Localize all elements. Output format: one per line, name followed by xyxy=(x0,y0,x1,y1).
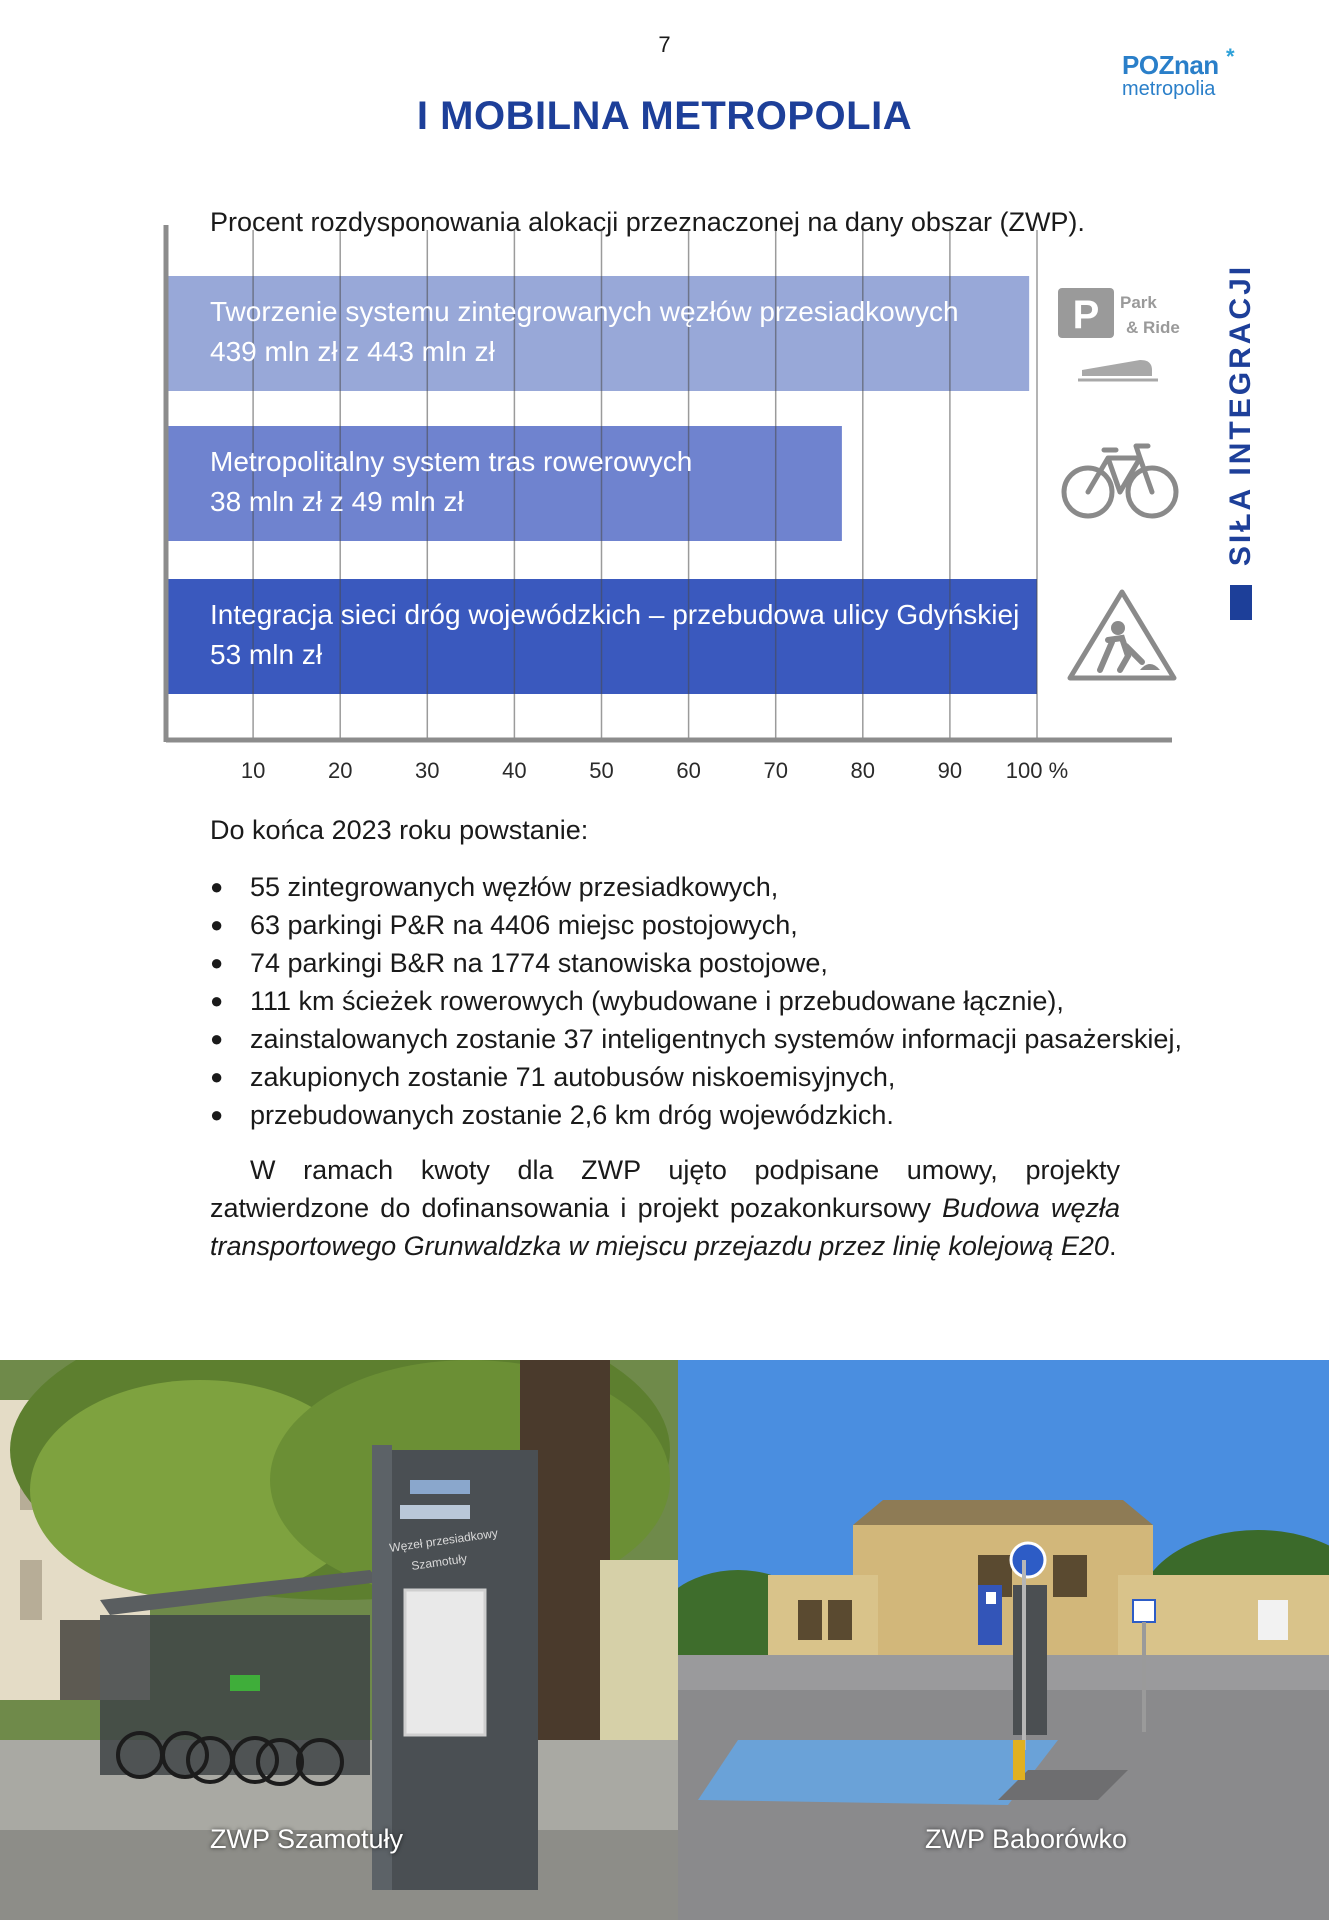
list-item: ● 63 parkingi P&R na 4406 miejsc postojowych, xyxy=(210,906,1182,944)
photo-caption-szamotuly: ZWP Szamotuły xyxy=(210,1824,404,1854)
sign-text-line2: Szamotuły xyxy=(410,1551,468,1573)
paragraph-italic-text: Budowa węzła transportowego Grunwaldzka w miejscu przejazdu przez linię kolejową E20 xyxy=(210,1193,1120,1261)
chart-tick-label: 20 xyxy=(327,758,353,783)
chart-bar-value-label: 439 mln zł z 443 mln zł xyxy=(210,336,495,367)
bicycle-icon xyxy=(1064,446,1176,516)
road-works-sign-icon xyxy=(1070,592,1174,678)
chart-tick-label: 10 xyxy=(240,758,266,783)
chart-tick-label: 90 xyxy=(937,758,963,783)
list-item: ● przebudowanych zostanie 2,6 km dróg wojewódzkich. xyxy=(210,1096,1182,1134)
chart-bar-value-label: 38 mln zł z 49 mln zł xyxy=(210,486,464,517)
allocation-chart xyxy=(0,200,1329,790)
chart-tick-label: 40 xyxy=(502,758,527,783)
logo-text: POZnan xyxy=(1122,50,1219,80)
side-label-text: SIŁA INTEGRACJI xyxy=(1224,263,1257,567)
list-item: ● 111 km ścieżek rowerowych (wybudowane i przebudowane łącznie), xyxy=(210,982,1182,1020)
chart-bar-label: Tworzenie systemu zintegrowanych węzłów przesiadkowych xyxy=(210,296,959,327)
sign-text-line1: Węzeł przesiadkowy xyxy=(388,1525,499,1555)
outcomes-list xyxy=(210,868,1182,1134)
list-item: ● zakupionych zostanie 71 autobusów niskoemisyjnych, xyxy=(210,1058,1182,1096)
logo-star-icon: * xyxy=(1226,44,1235,69)
list-item: ● 55 zintegrowanych węzłów przesiadkowych, xyxy=(210,868,1182,906)
list-item: ● zainstalowanych zostanie 37 inteligentnych systemów informacji pasażerskiej, xyxy=(210,1020,1182,1058)
chart-bar xyxy=(166,426,842,541)
chart-tick-label: 50 xyxy=(589,758,614,783)
chart-tick-label: 70 xyxy=(763,758,788,783)
photo-caption-baborowko: ZWP Baborówko xyxy=(925,1824,1128,1854)
paragraph-end: . xyxy=(1108,1231,1117,1261)
svg-text:P: P xyxy=(1072,293,1100,337)
list-intro: Do końca 2023 roku powstanie: xyxy=(210,815,589,845)
chart-bar xyxy=(166,276,1029,391)
park-and-ride-icon xyxy=(1058,288,1180,380)
chart-tick-label: 60 xyxy=(676,758,701,783)
list-item: ● 74 parkingi B&R na 1774 stanowiska postojowe, xyxy=(210,944,1182,982)
paragraph-text: W ramach kwoty dla ZWP ujęto podpisane umowy, projekty zatwierdzone do dofinansowania i projekt pozakonkursowy xyxy=(210,1155,1120,1223)
chart-tick-label: 80 xyxy=(850,758,876,783)
chart-bar-value-label: 53 mln zł xyxy=(210,639,323,670)
svg-text:& Ride: & Ride xyxy=(1126,318,1180,337)
poznan-metropolia-logo xyxy=(1122,44,1242,100)
chart-tick-label: 100 % xyxy=(1005,758,1069,783)
svg-text:Park: Park xyxy=(1120,293,1157,312)
chart-bar-label: Integracja sieci dróg wojewódzkich – przebudowa ulicy Gdyńskiej xyxy=(210,599,1020,630)
body-paragraph xyxy=(210,1151,1120,1265)
chart-tick-label: 30 xyxy=(415,758,440,783)
chart-bar-label: Metropolitalny system tras rowerowych xyxy=(210,446,693,477)
logo-subtext: metropolia xyxy=(1122,78,1216,100)
chart-title: Procent rozdysponowania alokacji przeznaczonej na dany obszar (ZWP). xyxy=(210,207,1085,237)
chart-canvas xyxy=(0,200,1329,790)
section-title: I MOBILNA METROPOLIA xyxy=(416,94,913,138)
page-number: 7 xyxy=(658,32,671,57)
